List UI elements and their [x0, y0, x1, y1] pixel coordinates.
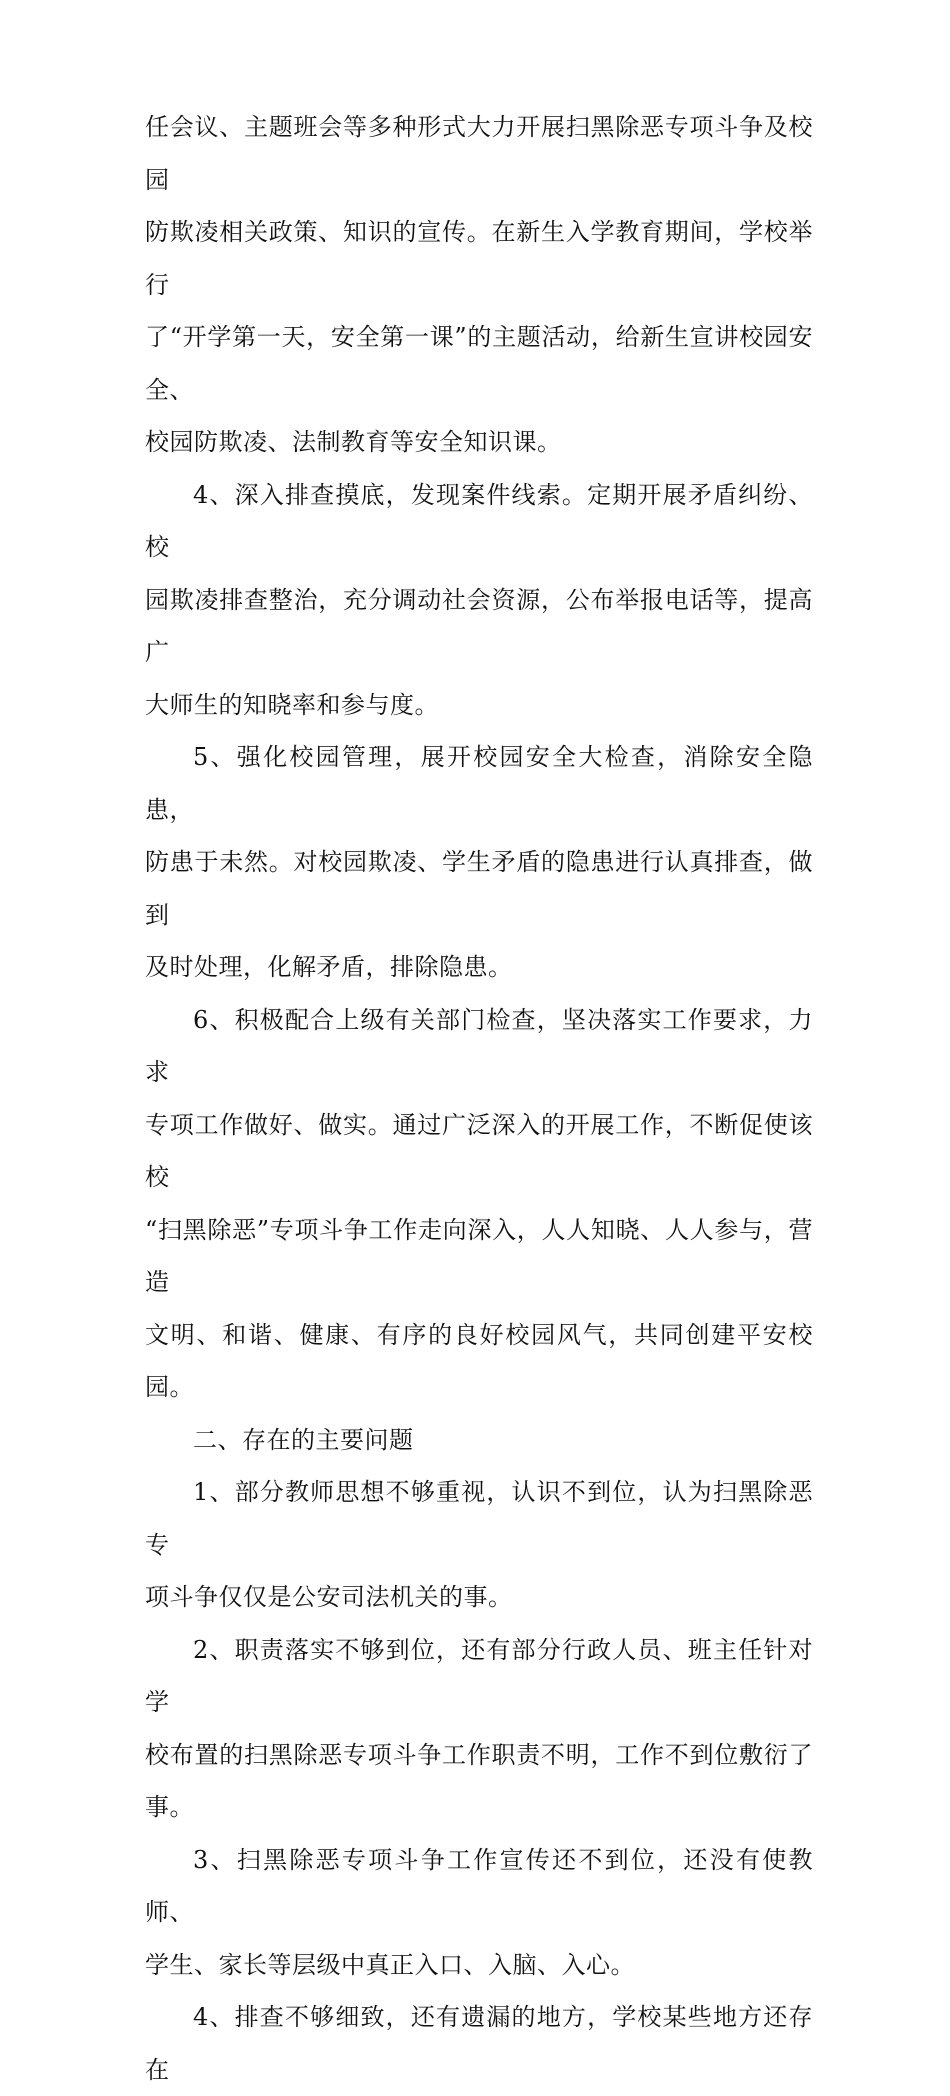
paragraph-problem-1 — [145, 1466, 813, 1624]
text-line: 了“开学第一天，安全第一课”的主题活动，给新生宣讲校园安全、 — [145, 323, 813, 404]
paragraph-problem-2 — [145, 1624, 813, 1834]
text-line: 4、排查不够细致，还有遗漏的地方，学校某些地方还存在 — [145, 2003, 813, 2084]
paragraph-item-5 — [145, 731, 813, 994]
section-heading: 二、存在的主要问题 — [193, 1425, 414, 1454]
document-body — [145, 101, 813, 2096]
text-line: 4、深入排查摸底，发现案件线索。定期开展矛盾纠纷、校 — [145, 480, 813, 561]
text-line: 及时处理，化解矛盾，排除隐患。 — [145, 953, 513, 981]
paragraph-continuation — [145, 101, 813, 469]
text-line: 校园防欺凌、法制教育等安全知识课。 — [145, 428, 562, 456]
text-line: 5、强化校园管理，展开校园安全大检查，消除安全隐患， — [145, 743, 813, 824]
section-heading-problems — [145, 1414, 813, 1467]
paragraph-item-4 — [145, 469, 813, 732]
text-line: 文明、和谐、健康、有序的良好校园风气，共同创建平安校园。 — [145, 1320, 813, 1401]
text-line: 防欺凌相关政策、知识的宣传。在新生入学教育期间，学校举行 — [145, 218, 813, 299]
text-line: 任会议、主题班会等多种形式大力开展扫黑除恶专项斗争及校园 — [145, 113, 813, 194]
text-line: 专项工作做好、做实。通过广泛深入的开展工作，不断促使该校 — [145, 1110, 813, 1191]
text-line: “扫黑除恶”专项斗争工作走向深入，人人知晓、人人参与，营造 — [145, 1215, 813, 1296]
text-line: 防患于未然。对校园欺凌、学生矛盾的隐患进行认真排查，做到 — [145, 848, 813, 929]
paragraph-problem-4 — [145, 1991, 813, 2096]
text-line: 2、职责落实不够到位，还有部分行政人员、班主任针对学 — [145, 1635, 813, 1716]
text-line: 校布置的扫黑除恶专项斗争工作职责不明，工作不到位敷衍了事。 — [145, 1740, 813, 1821]
text-line: 项斗争仅仅是公安司法机关的事。 — [145, 1583, 513, 1611]
paragraph-problem-3 — [145, 1834, 813, 1992]
text-line: 1、部分教师思想不够重视，认识不到位，认为扫黑除恶专 — [145, 1478, 813, 1559]
text-line: 3、扫黑除恶专项斗争工作宣传还不到位，还没有使教师、 — [145, 1845, 813, 1926]
paragraph-item-6 — [145, 994, 813, 1414]
text-line: 园欺凌排查整治，充分调动社会资源，公布举报电话等，提高广 — [145, 585, 813, 666]
text-line: 学生、家长等层级中真正入口、入脑、入心。 — [145, 1950, 635, 1979]
text-line: 大师生的知晓率和参与度。 — [145, 690, 439, 719]
text-line: 6、积极配合上级有关部门检查，坚决落实工作要求，力求 — [145, 1005, 813, 1086]
